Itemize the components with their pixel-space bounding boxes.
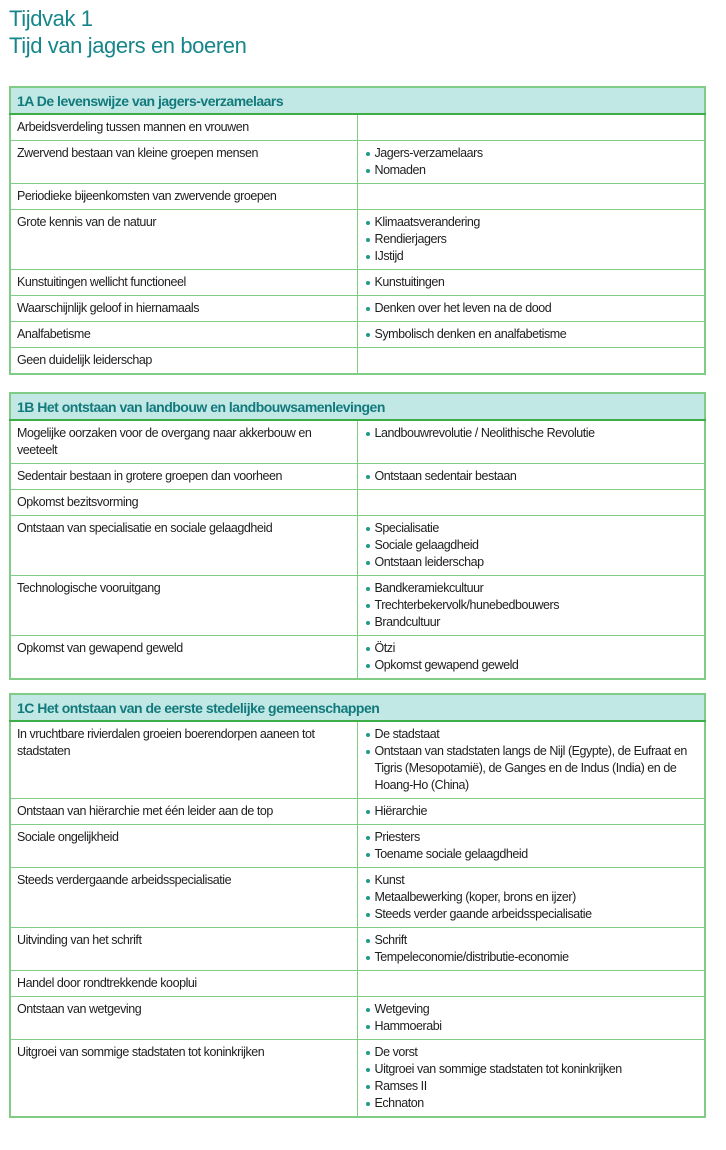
concepts-cell [357, 114, 705, 141]
concepts-cell [357, 464, 705, 490]
concepts-cell [357, 420, 705, 464]
concept-list [365, 425, 699, 442]
concept-list [365, 274, 699, 291]
concept-list-item: Hiërarchie [365, 803, 699, 820]
concepts-cell [357, 721, 705, 799]
section-1c-table [9, 693, 706, 1118]
concept-list-item: Opkomst gewapend geweld [365, 657, 699, 674]
table-row [10, 420, 705, 464]
table-row [10, 636, 705, 680]
concept-list [365, 468, 699, 485]
table-row [10, 296, 705, 322]
concept-list-item: Echnaton [365, 1095, 699, 1112]
topic-cell: Ontstaan van specialisatie en sociale gelaagdheid [10, 516, 357, 576]
concept-list [365, 580, 699, 631]
table-row [10, 825, 705, 868]
title-period: Tijdvak 1 [9, 6, 93, 31]
concept-list-item: Ramses II [365, 1078, 699, 1095]
table-row [10, 210, 705, 270]
table-row [10, 1040, 705, 1118]
concept-list-item: Priesters [365, 829, 699, 846]
concepts-cell [357, 1040, 705, 1118]
concept-list-item: Trechterbekervolk/hunebedbouwers [365, 597, 699, 614]
concept-list-item: IJstijd [365, 248, 699, 265]
concept-list [365, 326, 699, 343]
concepts-cell [357, 210, 705, 270]
table-row [10, 799, 705, 825]
concepts-cell [357, 490, 705, 516]
concept-list-item: Kunstuitingen [365, 274, 699, 291]
concept-list-item: Symbolisch denken en analfabetisme [365, 326, 699, 343]
concept-list [365, 726, 699, 794]
table-row [10, 270, 705, 296]
concepts-cell [357, 184, 705, 210]
table-row [10, 490, 705, 516]
topic-cell: Periodieke bijeenkomsten van zwervende groepen [10, 184, 357, 210]
table-row [10, 114, 705, 141]
table-row [10, 576, 705, 636]
table-row [10, 997, 705, 1040]
topic-cell: In vruchtbare rivierdalen groeien boerendorpen aaneen tot stadstaten [10, 721, 357, 799]
concept-list-item: Uitgroei van sommige stadstaten tot koninkrijken [365, 1061, 699, 1078]
topic-cell: Sociale ongelijkheid [10, 825, 357, 868]
concepts-cell [357, 799, 705, 825]
table-row [10, 141, 705, 184]
concept-list [365, 1001, 699, 1035]
concept-list-item: Wetgeving [365, 1001, 699, 1018]
concepts-cell [357, 636, 705, 680]
topic-cell: Mogelijke oorzaken voor de overgang naar akkerbouw en veeteelt [10, 420, 357, 464]
topic-cell: Opkomst bezitsvorming [10, 490, 357, 516]
table-row [10, 868, 705, 928]
topic-cell: Opkomst van gewapend geweld [10, 636, 357, 680]
topic-cell: Kunstuitingen wellicht functioneel [10, 270, 357, 296]
concept-list [365, 214, 699, 265]
concept-list-item: Rendierjagers [365, 231, 699, 248]
concept-list [365, 520, 699, 571]
concept-list-item: Toename sociale gelaagdheid [365, 846, 699, 863]
concept-list-item: Schrift [365, 932, 699, 949]
topic-cell: Geen duidelijk leiderschap [10, 348, 357, 375]
section-rows [10, 420, 705, 679]
concept-list [365, 640, 699, 674]
concept-list-item: De vorst [365, 1044, 699, 1061]
concept-list-item: Metaalbewerking (koper, brons en ijzer) [365, 889, 699, 906]
concepts-cell [357, 825, 705, 868]
concepts-cell [357, 296, 705, 322]
concept-list [365, 1044, 699, 1112]
concept-list-item: Kunst [365, 872, 699, 889]
page-title [9, 5, 246, 59]
section-1b-table [9, 392, 706, 680]
topic-cell: Zwervend bestaan van kleine groepen mensen [10, 141, 357, 184]
concept-list-item: Ontstaan sedentair bestaan [365, 468, 699, 485]
section-rows [10, 721, 705, 1117]
table-row [10, 322, 705, 348]
concept-list [365, 300, 699, 317]
topic-cell: Arbeidsverdeling tussen mannen en vrouwen [10, 114, 357, 141]
table-row [10, 516, 705, 576]
title-subtitle: Tijd van jagers en boeren [9, 33, 247, 58]
concepts-cell [357, 868, 705, 928]
concept-list-item: Specialisatie [365, 520, 699, 537]
concept-list-item: Tempeleconomie/distributie-economie [365, 949, 699, 966]
concept-list-item: Ontstaan van stadstaten langs de Nijl (Egypte), de Eufraat en Tigris (Mesopotamië), de Ganges en de Indus (India) en de Hoang-Ho (China) [365, 743, 699, 794]
concepts-cell [357, 141, 705, 184]
concept-list [365, 932, 699, 966]
topic-cell: Technologische vooruitgang [10, 576, 357, 636]
section-heading: 1A De levenswijze van jagers-verzamelaars [10, 87, 705, 114]
section-1a-table [9, 86, 706, 375]
table-row [10, 971, 705, 997]
concept-list-item: Hammoerabi [365, 1018, 699, 1035]
table-row [10, 464, 705, 490]
section-heading: 1C Het ontstaan van de eerste stedelijke gemeenschappen [10, 694, 705, 721]
topic-cell: Ontstaan van hiërarchie met één leider aan de top [10, 799, 357, 825]
concepts-cell [357, 322, 705, 348]
concept-list-item: Bandkeramiekcultuur [365, 580, 699, 597]
concept-list-item: Nomaden [365, 162, 699, 179]
concept-list-item: Sociale gelaagdheid [365, 537, 699, 554]
topic-cell: Handel door rondtrekkende kooplui [10, 971, 357, 997]
topic-cell: Analfabetisme [10, 322, 357, 348]
concepts-cell [357, 348, 705, 375]
concept-list-item: Ötzi [365, 640, 699, 657]
concepts-cell [357, 971, 705, 997]
concept-list-item: Denken over het leven na de dood [365, 300, 699, 317]
table-row [10, 721, 705, 799]
concept-list-item: Landbouwrevolutie / Neolithische Revolutie [365, 425, 699, 442]
concept-list [365, 829, 699, 863]
topic-cell: Grote kennis van de natuur [10, 210, 357, 270]
concept-list [365, 803, 699, 820]
topic-cell: Waarschijnlijk geloof in hiernamaals [10, 296, 357, 322]
topic-cell: Uitgroei van sommige stadstaten tot koninkrijken [10, 1040, 357, 1118]
concepts-cell [357, 928, 705, 971]
concept-list [365, 872, 699, 923]
concept-list-item: De stadstaat [365, 726, 699, 743]
topic-cell: Ontstaan van wetgeving [10, 997, 357, 1040]
concept-list-item: Ontstaan leiderschap [365, 554, 699, 571]
concept-list [365, 145, 699, 179]
table-row [10, 928, 705, 971]
concept-list-item: Brandcultuur [365, 614, 699, 631]
section-rows [10, 114, 705, 374]
table-row [10, 348, 705, 375]
concepts-cell [357, 576, 705, 636]
topic-cell: Uitvinding van het schrift [10, 928, 357, 971]
table-row [10, 184, 705, 210]
section-heading: 1B Het ontstaan van landbouw en landbouwsamenlevingen [10, 393, 705, 420]
concepts-cell [357, 997, 705, 1040]
concepts-cell [357, 270, 705, 296]
topic-cell: Sedentair bestaan in grotere groepen dan voorheen [10, 464, 357, 490]
concept-list-item: Steeds verder gaande arbeidsspecialisatie [365, 906, 699, 923]
topic-cell: Steeds verdergaande arbeidsspecialisatie [10, 868, 357, 928]
concepts-cell [357, 516, 705, 576]
concept-list-item: Jagers-verzamelaars [365, 145, 699, 162]
concept-list-item: Klimaatsverandering [365, 214, 699, 231]
